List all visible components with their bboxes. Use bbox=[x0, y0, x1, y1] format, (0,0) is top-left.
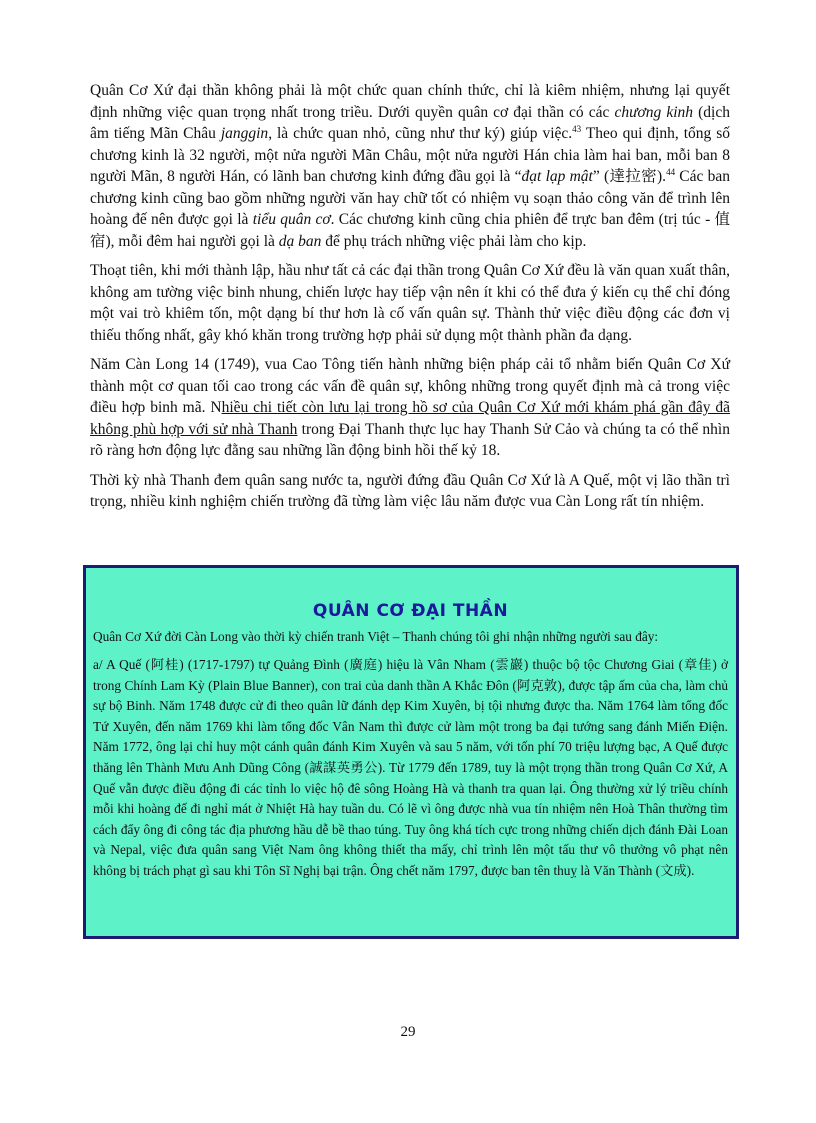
paragraph-3: Năm Càn Long 14 (1749), vua Cao Tông tiến hành những biện pháp cải tổ nhằm biến Quân Cơ Xứ thành một cơ quan tối cao trong các vấn đề quân sự, không những trong quyết định mà cả trong việc điều hợp binh mã. Nhiều chi tiết còn lưu lại trong hồ sơ của Quân Cơ Xứ mới khám phá gần đây đã không phù hợp với sử nhà Thanh trong Đại Thanh thực lục hay Thanh Sử Cảo và chúng ta có thể nhìn rõ ràng hơn động lực đằng sau những lần động binh hồi thế kỷ 18. bbox=[90, 356, 730, 459]
footnote-ref[interactable]: 44 bbox=[666, 166, 676, 177]
sidebar-box bbox=[83, 565, 739, 939]
box-title: QUÂN CƠ ĐẠI THẦN bbox=[312, 601, 509, 621]
paragraph-1: Quân Cơ Xứ đại thần không phải là một chức quan chính thức, chỉ là kiêm nhiệm, nhưng lại quyết định những việc quan trọng nhất trong triều. Dưới quyền quân cơ đại thần có các chương kinh (dịch âm tiếng Mãn Châu janggin, là chức quan nhỏ, cũng như thư ký) giúp việc.$^{43}$ Theo qui định, tổng số chương kinh là 32 người, một nửa người Mãn Châu, một nửa người Hán chia làm hai ban, mỗi ban 8 người Mãn, 8 người Hán, có lãnh ban chương kinh đứng đầu gọi là “đạt lạp mật” (達拉密).$^{44}$ Các ban chương kinh cũng bao gồm những người văn hay chữ tốt có nhiệm vụ soạn thảo công văn để trình lên hoàng đế nên được gọi là tiểu quân cơ. Các chương kinh cũng chia phiên để trực ban đêm (trị túc - 值宿), mỗi đêm hai người gọi là dạ ban để phụ trách những việc phải làm cho kịp. bbox=[90, 82, 731, 250]
main-text bbox=[90, 80, 730, 521]
paragraph-2: Thoạt tiên, khi mới thành lập, hầu như tất cả các đại thần trong Quân Cơ Xứ đều là văn quan xuất thân, không am tường việc binh nhung, chiến lược hay tiếp vận nên ít khi có thể đưa ý kiến cụ thể chỉ đóng một vai trò khiêm tốn, một dạng bí thư hơn là cố vấn quân sự. Thành thử việc điều động các đơn vị thiếu thống nhất, gây khó khăn trong trường hợp phải sử dụng một thành phần đa dạng. bbox=[90, 262, 730, 344]
box-body: a/ A Quế (阿桂) (1717-1797) tự Quảng Đình (廣庭) hiệu là Vân Nham (雲巖) thuộc bộ tộc Chương Giai (章佳) ở trong Chính Lam Kỳ (Plain Blue Banner), con trai của danh thần A Khắc Đôn (阿克敦), được tập ấm của cha, làm chủ sự bộ Binh. Năm 1748 được cử đi theo quân lữ đánh dẹp Kim Xuyên, bị tội nhưng được tha. Năm 1764 làm tổng đốc Tứ Xuyên, đến năm 1769 khi làm tổng đốc Vân Nam thì được cử làm một trong ba đại tướng sang đánh Miến Điện. Năm 1772, ông lại chỉ huy một cánh quân đánh Kim Xuyên và sau 5 năm, với tốn phí 70 triệu lượng bạc, A Quế được thăng lên Thành Mưu Anh Dũng Công (誠謀英勇公). Từ 1779 đến 1789, tuy là một trọng thần trong Quân Cơ Xứ, A Quế vẫn được điều động đi các tỉnh lo việc hộ đê sông Hoàng Hà và thanh tra quan lại. Ông thường xử lý triều chính mỗi khi hoàng đế đi nghỉ mát ở Nhiệt Hà hay tuần du. Có lẽ vì ông được nhà vua tín nhiệm nên Hoà Thân thường tìm cách đẩy ông đi công tác địa phương hầu dễ bề thao túng. Tuy ông khá tích cực trong những chiến dịch đánh Đài Loan và Nepal, việc đưa quân sang Việt Nam ông không thiết tha mấy, chỉ trình lên một tấu thư vô thưởng vô phạt nên không bị trách phạt gì sau khi Tôn Sĩ Nghị bại trận. Ông chết năm 1797, được ban tên thuỵ là Văn Thành (文成). bbox=[93, 657, 728, 878]
box-intro: Quân Cơ Xứ đời Càn Long vào thời kỳ chiến tranh Việt – Thanh chúng tôi ghi nhận những người sau đây: bbox=[93, 629, 659, 644]
underlined-text: hiều chi tiết còn lưu lại trong hồ sơ của Quân Cơ Xứ mới khám phá gần đây đã không phù hợp với sử nhà Thanh bbox=[90, 399, 730, 438]
footnote-ref[interactable]: 43 bbox=[572, 123, 582, 134]
paragraph-4: Thời kỳ nhà Thanh đem quân sang nước ta, người đứng đầu Quân Cơ Xứ là A Quế, một vị lão thần trì trọng, nhiều kinh nghiệm chiến trường đã từng làm việc lâu năm được vua Càn Long rất tín nhiệm. bbox=[90, 471, 730, 510]
page-number: 29 bbox=[400, 1024, 416, 1040]
